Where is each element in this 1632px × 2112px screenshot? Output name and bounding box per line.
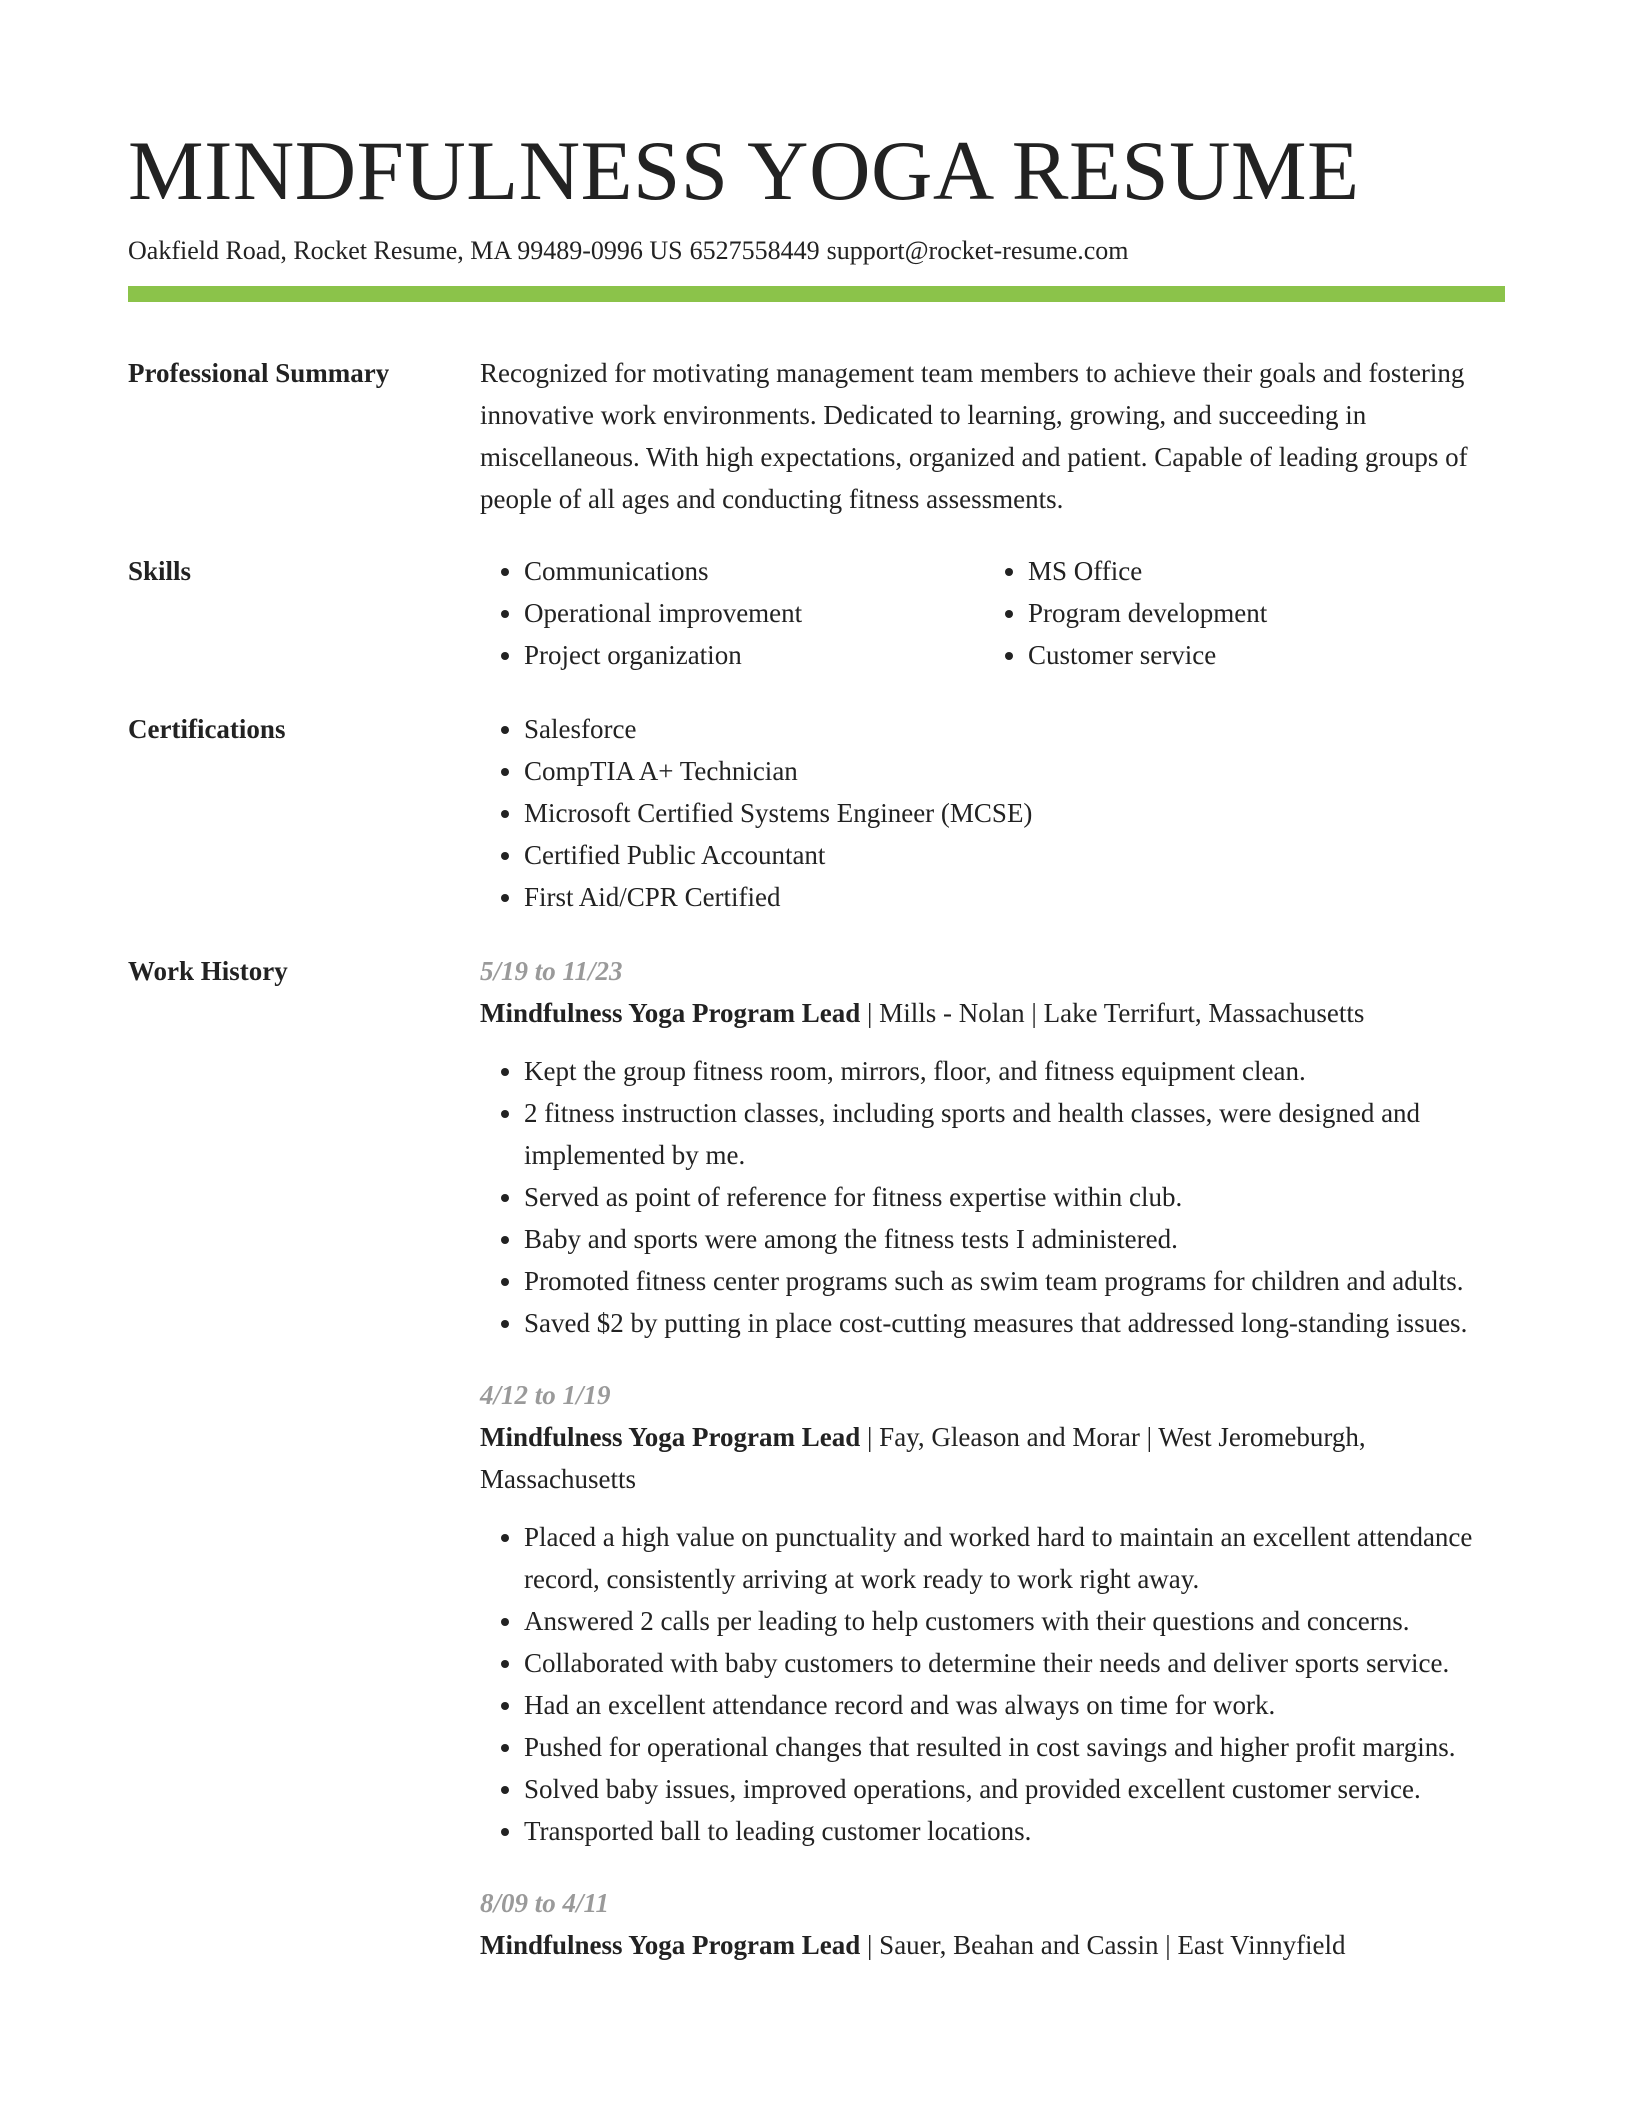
contact-line	[128, 234, 1505, 268]
job-bullet: • Answered 2 calls per leading to help customers with their questions and concerns.	[524, 1600, 1505, 1642]
certification-item: • Salesforce	[524, 708, 1505, 750]
skill-item: • Program development	[1028, 592, 1505, 634]
contact-address: Oakfield Road, Rocket Resume, MA 99489-0996 US	[128, 236, 683, 265]
section-label-work-history: Work History	[128, 956, 288, 986]
job-title: Mindfulness Yoga Program Lead	[480, 998, 861, 1028]
skills-column-2	[984, 550, 1505, 676]
job-dates: 4/12 to 1/19	[480, 1380, 611, 1410]
job-title: Mindfulness Yoga Program Lead	[480, 1422, 861, 1452]
summary-text: Recognized for motivating management team members to achieve their goals and fostering innovative work environments. Dedicated to learning, growing, and succeeding in miscellaneous. With high expectations, organized and patient. Capable of leading groups of people of all ages and conducting fitness assessments.	[480, 358, 1468, 514]
certification-item: • CompTIA A+ Technician	[524, 750, 1505, 792]
section-certifications	[128, 708, 1505, 918]
accent-divider	[128, 286, 1505, 302]
work-history-body	[480, 950, 1505, 1996]
skill-item: • Project organization	[524, 634, 984, 676]
contact-email: support@rocket-resume.com	[826, 236, 1129, 265]
certification-item: • Certified Public Accountant	[524, 834, 1505, 876]
certification-item: • First Aid/CPR Certified	[524, 876, 1505, 918]
job-heading	[480, 1924, 1505, 1966]
skills-grid	[480, 550, 1505, 676]
resume-title: MINDFULNESS YOGA RESUME	[128, 124, 1360, 218]
section-skills	[128, 550, 1505, 676]
job-bullet: • Transported ball to leading customer locations.	[524, 1810, 1505, 1852]
job-entry	[480, 950, 1505, 1344]
job-title: Mindfulness Yoga Program Lead	[480, 1930, 861, 1960]
certifications-body	[480, 708, 1505, 918]
job-bullet: • Baby and sports were among the fitness tests I administered.	[524, 1218, 1505, 1260]
section-work-history	[128, 950, 1505, 1996]
job-entry	[480, 1374, 1505, 1852]
section-label-certifications: Certifications	[128, 714, 286, 744]
job-bullets	[480, 1050, 1505, 1344]
job-bullet: • Pushed for operational changes that resulted in cost savings and higher profit margins.	[524, 1726, 1505, 1768]
job-entry	[480, 1882, 1505, 1966]
job-bullet: • 2 fitness instruction classes, including sports and health classes, were designed and implemented by me.	[524, 1092, 1505, 1176]
job-dates: 8/09 to 4/11	[480, 1888, 610, 1918]
skill-item: • Operational improvement	[524, 592, 984, 634]
job-bullet: • Served as point of reference for fitness expertise within club.	[524, 1176, 1505, 1218]
skills-column-1	[480, 550, 984, 676]
job-bullets	[480, 1516, 1505, 1852]
section-professional-summary	[128, 352, 1505, 520]
contact-phone: 6527558449	[689, 236, 820, 265]
job-bullet: • Saved $2 by putting in place cost-cutting measures that addressed long-standing issues.	[524, 1302, 1505, 1344]
job-heading	[480, 992, 1505, 1034]
job-bullet: • Promoted fitness center programs such as swim team programs for children and adults.	[524, 1260, 1505, 1302]
resume-page	[128, 118, 1505, 1996]
job-bullet: • Solved baby issues, improved operations, and provided excellent customer service.	[524, 1768, 1505, 1810]
job-dates: 5/19 to 11/23	[480, 956, 623, 986]
job-details: | Sauer, Beahan and Cassin | East Vinnyfield	[860, 1930, 1346, 1960]
skill-item: • Communications	[524, 550, 984, 592]
job-bullet: • Placed a high value on punctuality and worked hard to maintain an excellent attendance record, consistently arriving at work ready to work right away.	[524, 1516, 1505, 1600]
job-bullet: • Had an excellent attendance record and was always on time for work.	[524, 1684, 1505, 1726]
skill-item: • MS Office	[1028, 550, 1505, 592]
job-details: | Mills - Nolan | Lake Terrifurt, Massachusetts	[860, 998, 1365, 1028]
job-bullet: • Kept the group fitness room, mirrors, floor, and fitness equipment clean.	[524, 1050, 1505, 1092]
section-label-summary: Professional Summary	[128, 358, 390, 388]
certification-item: • Microsoft Certified Systems Engineer (MCSE)	[524, 792, 1505, 834]
skill-item: • Customer service	[1028, 634, 1505, 676]
certifications-list	[480, 708, 1505, 918]
job-heading	[480, 1416, 1505, 1500]
job-bullet: • Collaborated with baby customers to determine their needs and deliver sports service.	[524, 1642, 1505, 1684]
section-label-skills: Skills	[128, 556, 192, 586]
job-details: | Fay, Gleason and Morar | West Jeromeburgh, Massachusetts	[480, 1422, 1366, 1494]
